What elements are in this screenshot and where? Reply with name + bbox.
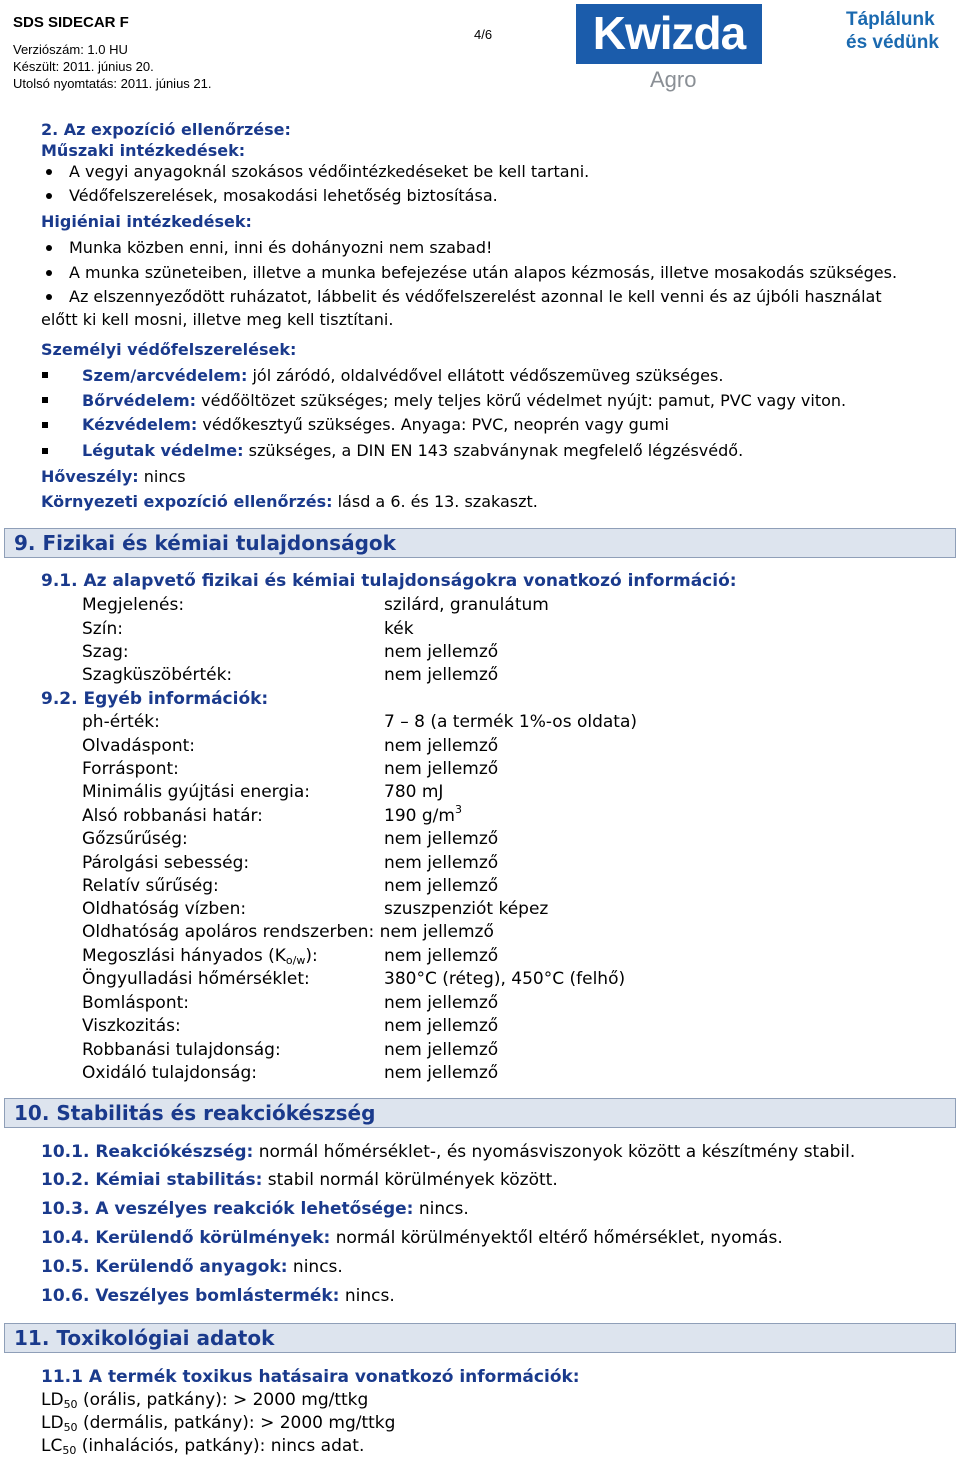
tox-item: $LD_{50}$ (orális, patkány): > 2000 mg/ttkg — [41, 1390, 369, 1411]
list-item: A vegyi anyagoknál szokásos védőintézkedéseket be kell tartani. — [69, 162, 590, 181]
prop-label: Bomláspont: — [82, 993, 189, 1013]
prop-label: Szag: — [82, 642, 129, 662]
bullet-icon — [46, 193, 52, 199]
version-line: Verziószám: 1.0 HU — [13, 42, 128, 57]
prop-value: nem jellemző — [384, 642, 499, 662]
prop-value: nem jellemző — [384, 1063, 499, 1083]
prop-value: kék — [384, 619, 414, 639]
prop-value: nem jellemző — [384, 876, 499, 896]
prop-value: nem jellemző — [384, 1040, 499, 1060]
prop-label-kow: Megoszlási hányados $(K_{o/w})$: — [82, 946, 318, 967]
hygiene-heading: Higiéniai intézkedések: — [41, 212, 252, 231]
bullet-icon — [46, 270, 52, 276]
exposure-heading: 2. Az expozíció ellenőrzése: — [41, 120, 291, 139]
page-number: 4/6 — [474, 27, 493, 42]
slogan-line-2: és védünk — [846, 32, 939, 53]
prop-value: 780 mJ — [384, 782, 444, 802]
stability-item: 10.4. Kerülendő körülmények: normál körülményektől eltérő hőmérséklet, nyomás. — [41, 1228, 783, 1248]
prop-value: nem jellemző — [384, 829, 499, 849]
prop-label: Szín: — [82, 619, 123, 639]
prop-value: 7 – 8 (a termék 1%-os oldata) — [384, 712, 638, 732]
list-item: A munka szüneteiben, illetve a munka befejezése után alapos kézmosás, illetve mosakodás szükséges. — [69, 263, 898, 282]
square-bullet-icon — [42, 448, 48, 454]
prop-label: Olvadáspont: — [82, 736, 196, 756]
ppe-skin: Bőrvédelem: védőöltözet szükséges; mely teljes körű védelmet nyújt: pamut, PVC vagy viton. — [82, 391, 847, 410]
stability-item: 10.3. A veszélyes reakciók lehetősége: nincs. — [41, 1199, 469, 1219]
stability-item: 10.5. Kerülendő anyagok: nincs. — [41, 1257, 343, 1277]
prop-value: nem jellemző — [384, 759, 499, 779]
prop-value: nem jellemző — [384, 736, 499, 756]
section-11-title: 11. Toxikológiai adatok — [4, 1323, 956, 1353]
section-10-title: 10. Stabilitás és reakciókészség — [4, 1098, 956, 1128]
prop-value: 380°C (réteg), 450°C (felhő) — [384, 969, 626, 989]
env-exposure: Környezeti expozíció ellenőrzés: lásd a 6. és 13. szakaszt. — [41, 492, 538, 511]
stability-item: 10.6. Veszélyes bomlástermék: nincs. — [41, 1286, 395, 1306]
prop-label: Szagküszöbérték: — [82, 665, 233, 685]
prop-label: Forráspont: — [82, 759, 179, 779]
prop-value: nem jellemző — [384, 1016, 499, 1036]
printed-date: Utolsó nyomtatás: 2011. június 21. — [13, 76, 212, 91]
list-item-continued: előtt ki kell mosni, illetve meg kell tisztítani. — [41, 310, 394, 329]
stability-item: 10.1. Reakciókészség: normál hőmérséklet-, és nyomásviszonyok között a készítmény stabil. — [41, 1142, 856, 1162]
prop-value: szilárd, granulátum — [384, 595, 549, 615]
section-9-1-heading: 9.1. Az alapvető fizikai és kémiai tulajdonságokra vonatkozó információ: — [41, 571, 737, 591]
brand-logo-sub: Agro — [650, 67, 697, 92]
prop-label: Megjelenés: — [82, 595, 185, 615]
ppe-hand: Kézvédelem: védőkesztyű szükséges. Anyaga: PVC, neoprén vagy gumi — [82, 415, 669, 434]
brand-logo: Kwizda — [592, 7, 746, 59]
prop-value: nem jellemző — [384, 946, 499, 966]
square-bullet-icon — [42, 422, 48, 428]
prop-label: Viszkozitás: — [82, 1016, 181, 1036]
prop-label: Relatív sűrűség: — [82, 876, 219, 896]
tech-measures-heading: Műszaki intézkedések: — [41, 141, 246, 160]
prop-label: Alsó robbanási határ: — [82, 806, 263, 826]
heat-hazard: Hőveszély: nincs — [41, 467, 186, 486]
tox-item: $LC_{50}$ (inhalációs, patkány): nincs adat. — [41, 1436, 365, 1457]
prop-value: nem jellemző — [384, 853, 499, 873]
prop-label: Öngyulladási hőmérséklet: — [82, 969, 310, 989]
prop-apolar: Oldhatóság apoláros rendszerben: nem jellemző — [82, 922, 494, 942]
prop-label: Minimális gyújtási energia: — [82, 782, 311, 802]
ppe-respiratory: Légutak védelme: szükséges, a DIN EN 143 szabványnak megfelelő légzésvédő. — [82, 441, 744, 460]
section-11-1-heading: 11.1 A termék toxikus hatásaira vonatkozó információk: — [41, 1367, 580, 1387]
prop-label: ph-érték: — [82, 712, 160, 732]
prop-value-lel: 190 $g/m^3$ — [384, 803, 462, 826]
created-date: Készült: 2011. június 20. — [13, 59, 154, 74]
prop-label: Oxidáló tulajdonság: — [82, 1063, 257, 1083]
prop-label: Robbanási tulajdonság: — [82, 1040, 281, 1060]
list-item: Védőfelszerelések, mosakodási lehetőség biztosítása. — [69, 186, 498, 205]
stability-item: 10.2. Kémiai stabilitás: stabil normál körülmények között. — [41, 1170, 558, 1190]
prop-value: szuszpenziót képez — [384, 899, 549, 919]
square-bullet-icon — [42, 372, 48, 378]
section-9-title: 9. Fizikai és kémiai tulajdonságok — [4, 528, 956, 558]
prop-label: Oldhatóság vízben: — [82, 899, 247, 919]
bullet-icon — [46, 245, 52, 251]
document-title: SDS SIDECAR F — [13, 14, 129, 31]
slogan-line-1: Táplálunk — [846, 9, 935, 30]
prop-label: Gőzsűrűség: — [82, 829, 188, 849]
tox-item: $LD_{50}$ (dermális, patkány): > 2000 mg/ttkg — [41, 1413, 396, 1434]
ppe-heading: Személyi védőfelszerelések: — [41, 340, 297, 359]
square-bullet-icon — [42, 397, 48, 403]
section-9-2-heading: 9.2. Egyéb információk: — [41, 689, 269, 709]
prop-value: nem jellemző — [384, 665, 499, 685]
prop-value: nem jellemző — [384, 993, 499, 1013]
list-item: Munka közben enni, inni és dohányozni nem szabad! — [69, 238, 493, 257]
bullet-icon — [46, 294, 52, 300]
bullet-icon — [46, 169, 52, 175]
prop-label: Párolgási sebesség: — [82, 853, 250, 873]
list-item: Az elszennyeződött ruházatot, lábbelit és védőfelszerelést azonnal le kell venni és az újbóli használat — [69, 287, 882, 306]
brand-slogan — [846, 8, 939, 54]
ppe-eye: Szem/arcvédelem: jól záródó, oldalvédővel ellátott védőszemüveg szükséges. — [82, 366, 724, 385]
